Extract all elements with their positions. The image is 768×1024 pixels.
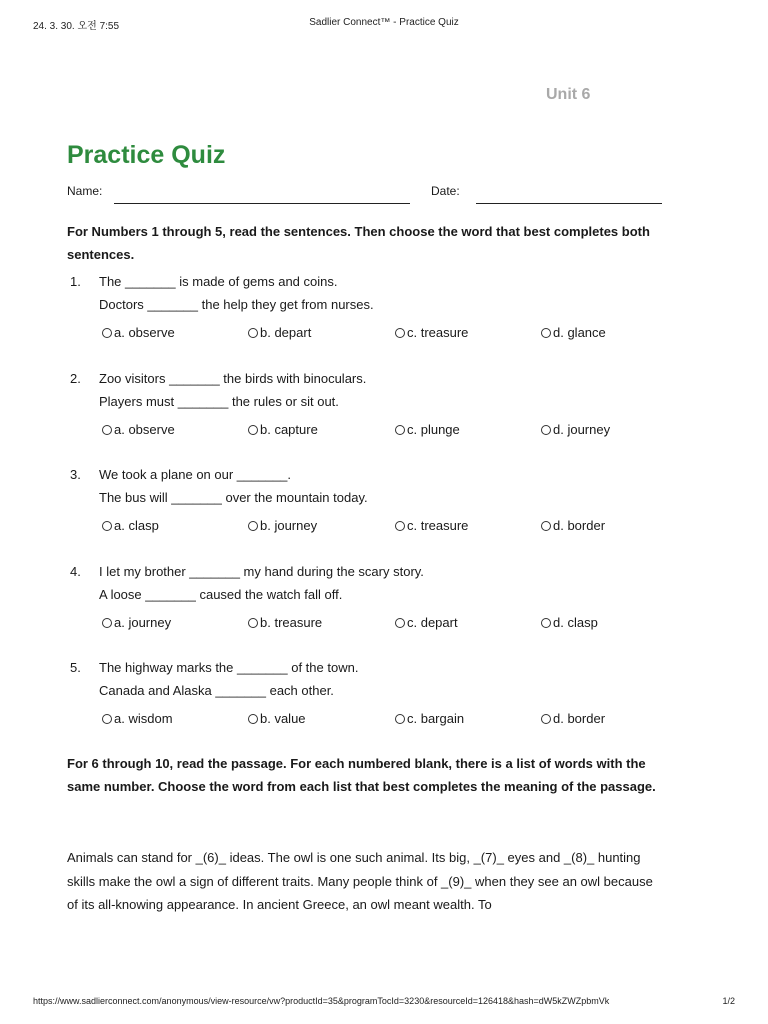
radio-icon[interactable] xyxy=(248,521,258,531)
date-label: Date: xyxy=(431,184,460,198)
option-label: a. journey xyxy=(114,615,172,630)
answer-option[interactable] xyxy=(395,422,460,437)
radio-icon[interactable] xyxy=(248,425,258,435)
option-label: a. wisdom xyxy=(114,711,173,726)
radio-icon[interactable] xyxy=(102,521,112,531)
question-sentence-1: We took a plane on our _______. xyxy=(99,467,292,482)
option-label: d. journey xyxy=(553,422,611,437)
answer-option[interactable] xyxy=(102,518,159,533)
option-label: b. value xyxy=(260,711,306,726)
question-number: 2. xyxy=(70,371,81,386)
name-label: Name: xyxy=(67,184,103,198)
option-label: d. glance xyxy=(553,325,606,340)
option-label: c. treasure xyxy=(407,518,469,533)
option-label: c. bargain xyxy=(407,711,465,726)
option-label: b. journey xyxy=(260,518,318,533)
answer-option[interactable] xyxy=(248,422,318,437)
radio-icon[interactable] xyxy=(395,714,405,724)
answer-option[interactable] xyxy=(541,711,605,726)
print-url: https://www.sadlierconnect.com/anonymous/view-resource/vw?productId=35&programTocId=3230&resourceId=126418&hash=dW5kZWZpbmVk xyxy=(33,996,610,1006)
page-number: 1/2 xyxy=(722,996,735,1006)
answer-option[interactable] xyxy=(102,422,175,437)
radio-icon[interactable] xyxy=(541,425,551,435)
question-sentence-1: The _______ is made of gems and coins. xyxy=(99,274,338,289)
answer-option[interactable] xyxy=(541,325,606,340)
radio-icon[interactable] xyxy=(395,328,405,338)
question-sentence-2: A loose _______ caused the watch fall off. xyxy=(99,587,343,602)
option-label: d. clasp xyxy=(553,615,598,630)
radio-icon[interactable] xyxy=(102,618,112,628)
question-number: 5. xyxy=(70,660,81,675)
question-sentence-2: The bus will _______ over the mountain today. xyxy=(99,490,368,505)
answer-option[interactable] xyxy=(248,615,322,630)
radio-icon[interactable] xyxy=(395,521,405,531)
answer-option[interactable] xyxy=(395,325,468,340)
question-sentence-2: Players must _______ the rules or sit out. xyxy=(99,394,339,409)
option-label: a. clasp xyxy=(114,518,159,533)
unit-label: Unit 6 xyxy=(546,86,591,103)
radio-icon[interactable] xyxy=(248,714,258,724)
question-sentence-2: Doctors _______ the help they get from nurses. xyxy=(99,297,374,312)
radio-icon[interactable] xyxy=(541,714,551,724)
option-label: b. treasure xyxy=(260,615,323,630)
answer-option[interactable] xyxy=(395,711,464,726)
radio-icon[interactable] xyxy=(541,328,551,338)
option-label: d. border xyxy=(553,711,606,726)
answer-option[interactable] xyxy=(102,711,173,726)
page-title: Practice Quiz xyxy=(67,141,226,169)
radio-icon[interactable] xyxy=(541,618,551,628)
question-number: 1. xyxy=(70,274,81,289)
print-page-title: Sadlier Connect™ - Practice Quiz xyxy=(309,17,459,28)
radio-icon[interactable] xyxy=(395,425,405,435)
answer-option[interactable] xyxy=(102,325,175,340)
option-label: b. depart xyxy=(260,325,312,340)
option-label: a. observe xyxy=(114,325,175,340)
answer-option[interactable] xyxy=(248,711,306,726)
question-sentence-1: I let my brother _______ my hand during the scary story. xyxy=(99,564,424,579)
instructions-part-2: For 6 through 10, read the passage. For each numbered blank, there is a list of words with the same number. Choose the word from each list that best completes the meaning of the passage. xyxy=(67,756,656,794)
option-label: a. observe xyxy=(114,422,175,437)
option-label: c. treasure xyxy=(407,325,469,340)
date-field[interactable] xyxy=(476,203,662,204)
answer-option[interactable] xyxy=(395,518,468,533)
answer-option[interactable] xyxy=(541,518,605,533)
answer-option[interactable] xyxy=(102,615,171,630)
name-field[interactable] xyxy=(114,203,410,204)
option-label: d. border xyxy=(553,518,606,533)
radio-icon[interactable] xyxy=(541,521,551,531)
radio-icon[interactable] xyxy=(102,714,112,724)
reading-passage: Animals can stand for _(6)_ ideas. The owl is one such animal. Its big, _(7)_ eyes and _(8)_ hunting skills make the owl a sign of different traits. Many people think of _(9)_ when they see an owl because of its all-knowing appearance. In ancient Greece, an owl meant wealth. To xyxy=(67,850,653,912)
question-sentence-2: Canada and Alaska _______ each other. xyxy=(99,683,334,698)
question-number: 4. xyxy=(70,564,81,579)
answer-option[interactable] xyxy=(248,518,317,533)
option-label: c. plunge xyxy=(407,422,460,437)
question-sentence-1: Zoo visitors _______ the birds with binoculars. xyxy=(99,371,367,386)
print-datetime: 24. 3. 30. 오전 7:55 xyxy=(33,21,120,32)
radio-icon[interactable] xyxy=(395,618,405,628)
instructions-part-1: For Numbers 1 through 5, read the sentences. Then choose the word that best completes both sentences. xyxy=(67,224,650,262)
question-sentence-1: The highway marks the _______ of the town. xyxy=(99,660,359,675)
answer-option[interactable] xyxy=(541,422,610,437)
radio-icon[interactable] xyxy=(248,618,258,628)
radio-icon[interactable] xyxy=(102,328,112,338)
radio-icon[interactable] xyxy=(102,425,112,435)
option-label: b. capture xyxy=(260,422,318,437)
option-label: c. depart xyxy=(407,615,458,630)
question-number: 3. xyxy=(70,467,81,482)
answer-option[interactable] xyxy=(541,615,598,630)
radio-icon[interactable] xyxy=(248,328,258,338)
answer-option[interactable] xyxy=(248,325,311,340)
answer-option[interactable] xyxy=(395,615,458,630)
